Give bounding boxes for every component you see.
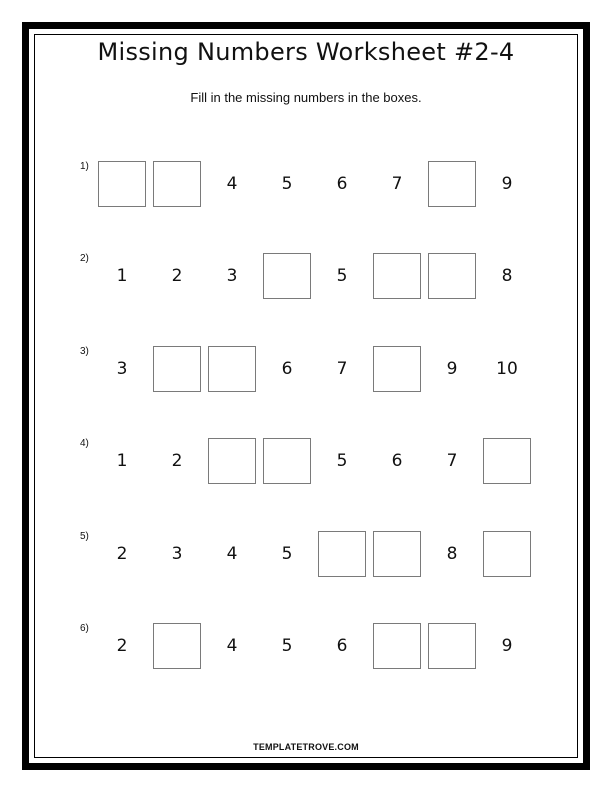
worksheet-title: Missing Numbers Worksheet #2-4 (97, 38, 515, 66)
given-number: 7 (336, 358, 348, 379)
given-number: 6 (391, 451, 403, 472)
answer-box[interactable] (208, 438, 256, 484)
answer-box[interactable] (318, 531, 366, 577)
problem-number: 6) (80, 623, 89, 634)
problem-number: 3) (80, 345, 89, 357)
problem-number: 4) (80, 438, 89, 450)
given-number: 7 (446, 451, 458, 472)
answer-box[interactable] (153, 623, 201, 669)
given-number: 3 (116, 358, 128, 379)
given-number: 5 (281, 174, 293, 194)
given-number: 4 (226, 174, 238, 194)
given-number: 5 (281, 543, 293, 564)
answer-box[interactable] (263, 438, 311, 484)
given-number: 1 (116, 451, 128, 472)
problem-number: 1) (80, 161, 89, 172)
answer-box[interactable] (98, 161, 146, 207)
answer-box[interactable] (428, 253, 476, 299)
given-number: 2 (116, 543, 128, 564)
answer-box[interactable] (483, 438, 531, 484)
answer-box[interactable] (153, 161, 201, 207)
given-number: 4 (226, 636, 238, 656)
given-number: 4 (226, 543, 238, 564)
given-number: 7 (391, 174, 403, 194)
given-number: 8 (446, 543, 458, 564)
given-number: 5 (336, 451, 348, 472)
answer-box[interactable] (373, 253, 421, 299)
given-number: 2 (171, 266, 183, 287)
worksheet-instructions: Fill in the missing numbers in the boxes. (190, 90, 422, 105)
problem-row (0, 253, 612, 303)
given-number: 3 (171, 543, 183, 564)
given-number: 6 (336, 636, 348, 656)
given-number: 6 (281, 358, 293, 379)
answer-box[interactable] (208, 346, 256, 392)
answer-box[interactable] (428, 623, 476, 669)
given-number: 2 (116, 636, 128, 656)
given-number: 9 (501, 636, 513, 656)
given-number: 9 (501, 174, 513, 194)
problem-row (0, 346, 612, 396)
answer-box[interactable] (373, 531, 421, 577)
given-number: 1 (116, 266, 128, 287)
answer-box[interactable] (428, 161, 476, 207)
footer-site-credit: TEMPLATETROVE.COM (253, 742, 359, 752)
problem-number: 5) (80, 530, 89, 542)
given-number: 2 (171, 451, 183, 472)
problem-row (0, 623, 612, 673)
given-number: 3 (226, 266, 238, 287)
given-number: 6 (336, 174, 348, 194)
answer-box[interactable] (373, 346, 421, 392)
problem-number: 2) (80, 253, 89, 265)
problem-row (0, 438, 612, 488)
given-number: 9 (446, 358, 458, 379)
given-number: 10 (496, 358, 518, 379)
given-number: 8 (501, 266, 513, 287)
answer-box[interactable] (263, 253, 311, 299)
answer-box[interactable] (483, 531, 531, 577)
given-number: 5 (281, 636, 293, 656)
given-number: 5 (336, 266, 348, 287)
problem-row (0, 531, 612, 581)
answer-box[interactable] (153, 346, 201, 392)
answer-box[interactable] (373, 623, 421, 669)
problem-row (0, 161, 612, 211)
